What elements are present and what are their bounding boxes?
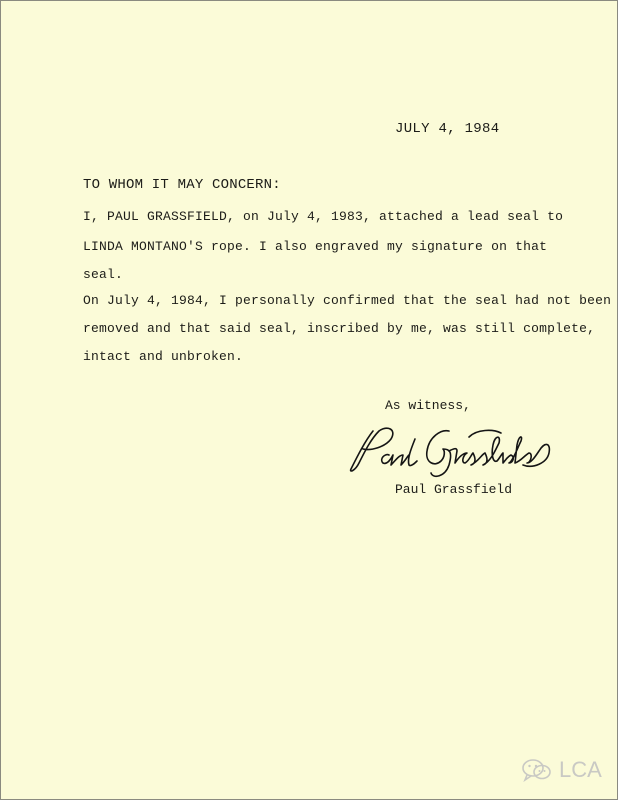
body-line: I, PAUL GRASSFIELD, on July 4, 1983, attached a lead seal to <box>83 209 564 224</box>
watermark-text: LCA <box>559 757 602 782</box>
body-line: seal. <box>83 267 124 282</box>
signer-name: Paul Grassfield <box>395 482 513 497</box>
body-line: LINDA MONTANO'S rope. I also engraved my signature on that <box>83 239 548 254</box>
salutation: TO WHOM IT MAY CONCERN: <box>83 177 281 193</box>
body-line: On July 4, 1984, I personally confirmed that the seal had not been <box>83 293 612 308</box>
watermark <box>521 757 602 783</box>
closing: As witness, <box>385 398 471 413</box>
body-line: removed and that said seal, inscribed by me, was still complete, <box>83 321 596 336</box>
body-line: intact and unbroken. <box>83 349 244 364</box>
letter-date: JULY 4, 1984 <box>395 121 500 137</box>
wechat-icon <box>521 758 553 782</box>
handwritten-signature <box>345 421 555 481</box>
